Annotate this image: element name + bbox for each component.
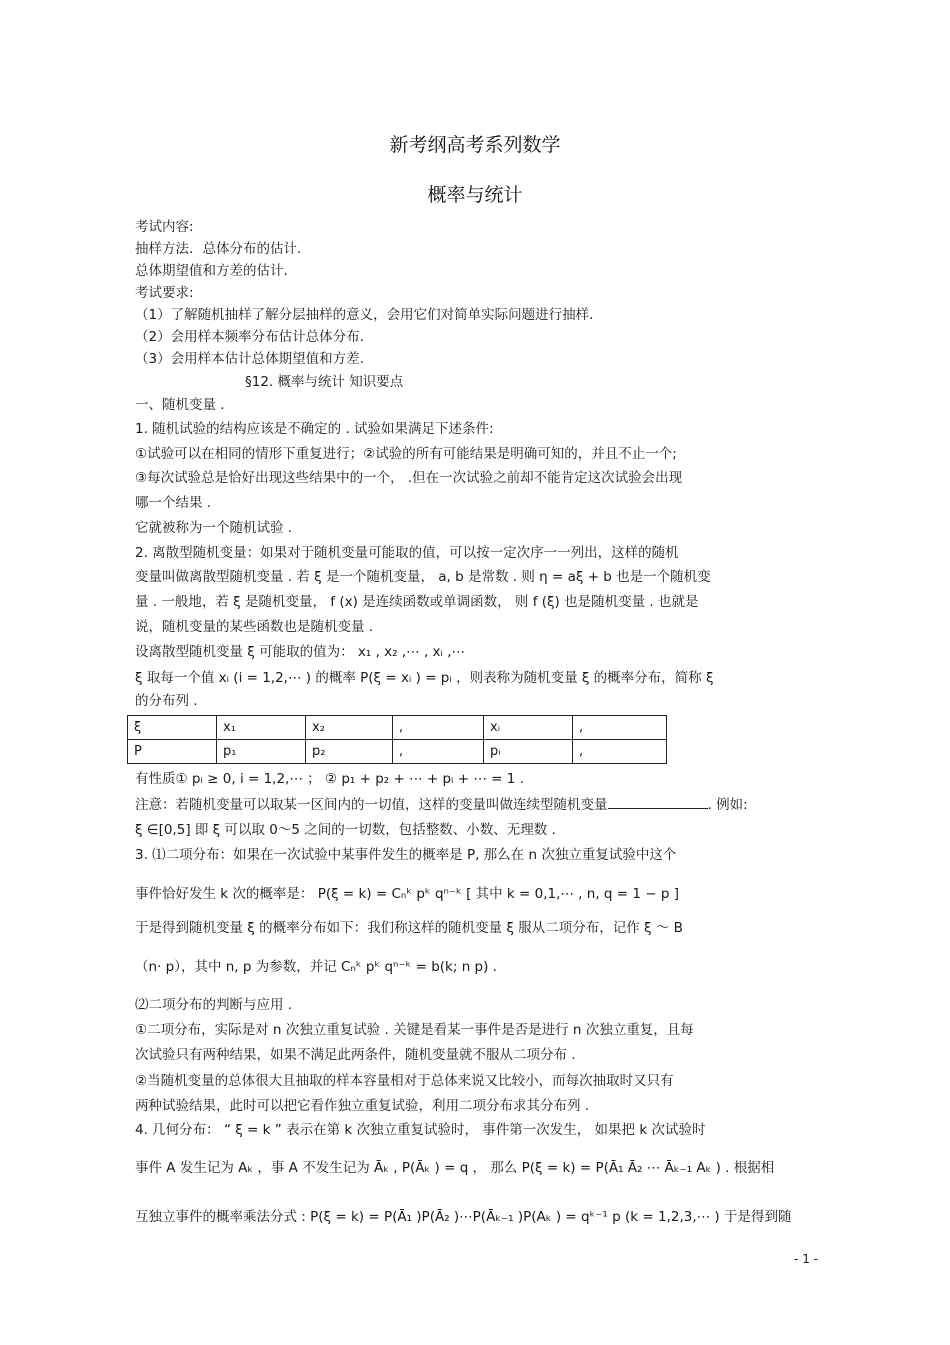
table-cell: p₁ (217, 740, 306, 764)
sub-title: 概率与统计 (427, 184, 523, 206)
table-row (128, 716, 667, 740)
main-title: 新考纲高考系列数学 (389, 134, 561, 156)
table-cell: , (573, 740, 667, 764)
table-cell: p₂ (306, 740, 393, 764)
page-number: - 1 - (794, 1252, 818, 1266)
table-cell: pᵢ (484, 740, 573, 764)
text-line: ③每次试验总是恰好出现这些结果中的一个， .但在一次试验之前却不能肯定这次试验会出现 (135, 470, 683, 486)
table-cell: x₁ (217, 716, 306, 740)
text-line: 变量叫做离散型随机变量 . 若 ξ 是一个随机变量， a, b 是常数 . 则 η = aξ + b 也是一个随机变 (135, 569, 711, 585)
text-line: 有性质① pᵢ ≥ 0, i = 1,2,⋯ ； ② p₁ + p₂ + ⋯ + pᵢ + ⋯ = 1 . (135, 771, 524, 787)
table-cell: x₂ (306, 716, 393, 740)
table-cell: xᵢ (484, 716, 573, 740)
text-line: 4. 几何分布： “ ξ = k ” 表示在第 k 次独立重复试验时， 事件第一次发生， 如果把 k 次试验时 (135, 1122, 706, 1138)
text-line: （3）会用样本估计总体期望值和方差. (135, 351, 364, 367)
text-line: 考试内容: (135, 219, 194, 235)
text-line: 2. 离散型随机变量：如果对于随机变量可能取的值，可以按一定次序一一列出，这样的随机 (135, 545, 679, 561)
text-line: 抽样方法．总体分布的估计. (135, 241, 302, 257)
text-line: 互独立事件的概率乘法分式 : P(ξ = k) = P(Ā₁ )P(Ā₂ )⋯P(Āₖ₋₁ )P(Aₖ ) = qᵏ⁻¹ p (k = 1,2,3,⋯ ) 于是得到随 (135, 1209, 792, 1225)
table-cell: P (128, 740, 217, 764)
text-span: 注意：若随机变量可以取某一区间内的一切值，这样的变量叫做连续型随机变量 (135, 797, 608, 813)
text-line: 考试要求: (135, 285, 194, 301)
text-line: ⑵二项分布的判断与应用 . (135, 997, 293, 1013)
text-span: . 例如: (707, 797, 748, 813)
text-line (135, 796, 748, 814)
distribution-table (127, 715, 667, 764)
text-line: （1）了解随机抽样了解分层抽样的意义，会用它们对简单实际问题进行抽样. (135, 307, 594, 323)
text-line: 说，随机变量的某些函数也是随机变量 . (135, 619, 374, 635)
text-line: 事件恰好发生 k 次的概率是： P(ξ = k) = Cₙᵏ pᵏ qⁿ⁻ᵏ [ 其中 k = 0,1,⋯ , n, q = 1 − p ] (135, 886, 679, 902)
table-cell: , (393, 716, 484, 740)
text-line: 总体期望值和方差的估计. (135, 263, 288, 279)
text-line: ξ 取每一个值 xᵢ (i = 1,2,⋯ ) 的概率 P(ξ = xᵢ ) = pᵢ ，则表称为随机变量 ξ 的概率分布，简称 ξ (135, 670, 714, 686)
text-line: （2）会用样本频率分布估计总体分布. (135, 329, 364, 345)
text-line: ②当随机变量的总体很大且抽取的样本容量相对于总体来说又比较小，而每次抽取时又只有 (135, 1073, 674, 1089)
text-line: ①试验可以在相同的情形下重复进行；②试验的所有可能结果是明确可知的，并且不止一个; (135, 446, 677, 462)
text-line: ξ ∈[0,5] 即 ξ 可以取 0～5 之间的一切数，包括整数、小数、无理数 . (135, 822, 556, 838)
text-line: 一、随机变量 . (135, 397, 225, 413)
text-line: 于是得到随机变量 ξ 的概率分布如下：我们称这样的随机变量 ξ 服从二项分布，记作 ξ ～ B (135, 920, 683, 936)
text-line: 设离散型随机变量 ξ 可能取的值为： x₁ , x₂ ,⋯ , xᵢ ,⋯ (135, 644, 466, 660)
text-line: ①二项分布，实际是对 n 次独立重复试验 . 关键是看某一事件是否是进行 n 次独立重复，且每 (135, 1022, 694, 1038)
text-line: 事件 A 发生记为 Aₖ ，事 A 不发生记为 Āₖ , P(Āₖ ) = q ， 那么 P(ξ = k) = P(Ā₁ Ā₂ ⋯ Āₖ₋₁ Aₖ ) . 根据相 (135, 1160, 775, 1176)
text-line: 量 . 一般地，若 ξ 是随机变量， f (x) 是连续函数或单调函数， 则 f (ξ) 也是随机变量 . 也就是 (135, 594, 699, 610)
section-heading: §12. 概率与统计 知识要点 (245, 374, 404, 390)
text-line: 两种试验结果，此时可以把它看作独立重复试验，利用二项分布求其分布列 . (135, 1098, 590, 1114)
text-line: 次试验只有两种结果，如果不满足此两条件，随机变量就不服从二项分布 . (135, 1047, 576, 1063)
text-line: 它就被称为一个随机试验 . (135, 520, 293, 536)
text-line: （n· p），其中 n, p 为参数，并记 Cₙᵏ pᵏ qⁿ⁻ᵏ = b(k; n p) . (135, 959, 497, 975)
text-line: 3. ⑴二项分布：如果在一次试验中某事件发生的概率是 P, 那么在 n 次独立重复试验中这个 (135, 847, 677, 863)
table-cell: ξ (128, 716, 217, 740)
text-line: 哪一个结果 . (135, 495, 212, 511)
table-cell: , (573, 716, 667, 740)
blank-underline (608, 796, 708, 809)
text-line: 1. 随机试验的结构应该是不确定的 . 试验如果满足下述条件: (135, 421, 494, 437)
table-cell: , (393, 740, 484, 764)
text-line: 的分布列 . (135, 693, 198, 709)
table-row (128, 740, 667, 764)
